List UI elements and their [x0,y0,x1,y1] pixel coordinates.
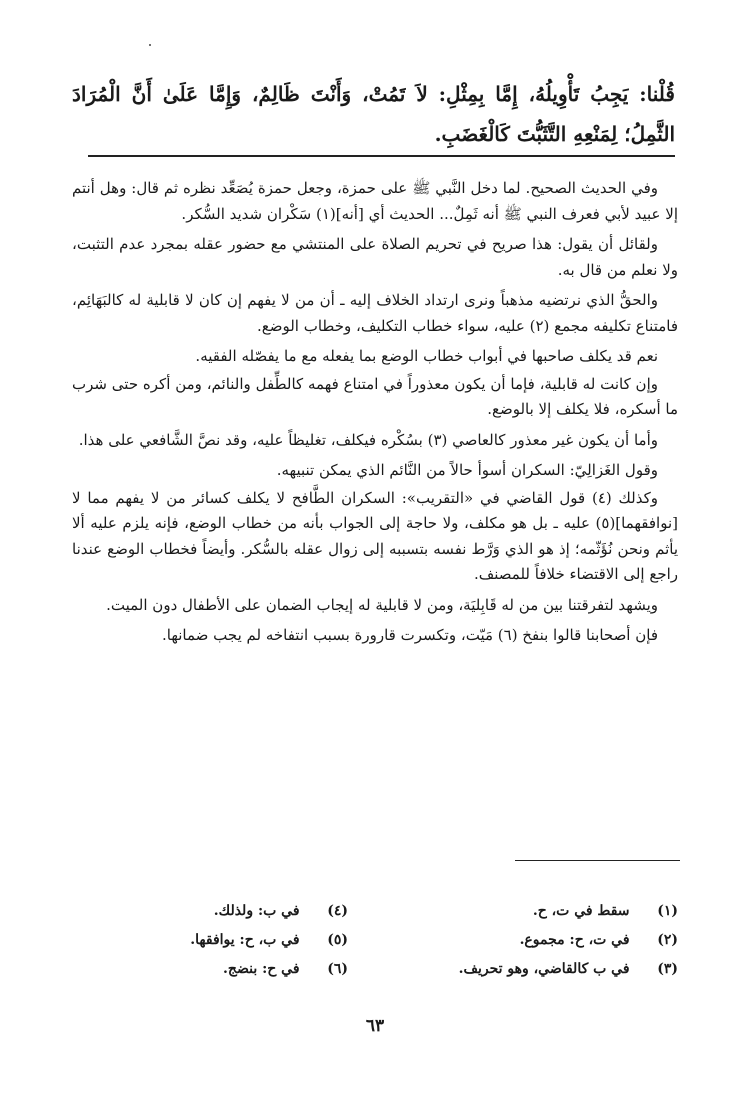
paragraph-8: وكذلك (٤) قول القاضي في «التقريب»: السكران الطَّافح لا يكلف كسائر من لا يفهم مما لا [نوافقهما](٥) عليه ـ بل هو مكلف، ولا حاجة إلى الجواب بأنه من خطاب الوضع، فإنه يلزم عليه ألا يأثم ونحن نُؤَثّمه؛ إذ هو الذي وَرَّط نفسه بتسببه إلى زوال عقله بالسُّكر. وأيضاً فخطاب الوضع عندنا راجع إلى الاقتضاء خلافاً للمصنف. [72,488,678,583]
paragraph-1: وفي الحديث الصحيح. لما دخل النَّبي ﷺ على حمزة، وجعل حمزة يُصَعِّد نظره ثم قال: وهل أنتم إلا عبيد لأبي فعرف النبي ﷺ أنه ثَمِلٌ... الحديث أي [أنه](١) سَكْران شديد السُّكر. [72,179,678,223]
paragraph-7: وقول الغَزالِيّ: السكران أسوأ حالاً من النَّائم الذي يمكن تنبيهه. [276,461,658,479]
scan-speck [149,44,151,46]
footnote-rule [515,860,680,861]
paragraph-10: فإن أصحابنا قالوا بنفخ (٦) مَيّت، وتكسرت قارورة بسبب انتفاخه لم يجب ضمانها. [161,626,658,644]
footnote-number: (٣) [657,961,678,977]
paragraph-4: نعم قد يكلف صاحبها في أبواب خطاب الوضع بما يفعله مع ما يفصّله الفقيه. [195,347,658,365]
footnote-4 [88,897,348,926]
footnote-5 [88,926,348,955]
footnote-number: (١) [657,903,678,919]
paragraph-6: وأما أن يكون غير معذور كالعاصي (٣) بسُكْره فيكلف، تغليظاً عليه، وقد نصَّ الشَّافعي على هذا. [78,430,658,449]
footnote-text: في ب كالقاضي، وهو تحريف. [458,961,630,977]
footnote-number: (٥) [327,932,348,948]
paragraph-9: ويشهد لتفرقتنا بين من له قَابِليَة، ومن لا قابلية له إيجاب الضمان على الأطفال دون الميت. [106,595,658,614]
footnote-number: (٢) [657,932,678,948]
footnote-number: (٤) [327,903,348,919]
footnote-1 [418,897,678,926]
footnote-text: في ح: بنضج. [223,961,300,977]
quoted-matn-text: قُلْنا: يَجِبُ تَأْوِيلُهُ، إِمَّا بِمِثْلِ: لاَ تَمُتْ، وَأَنْتَ ظَالِمٌ، وَإِمَّا عَلَىٰ أَنَّ الْمُرَادَ الثَّمِلُ؛ لِمَنْعِهِ التَّثَبُّتَ كَالْغَضَبِ. [72,82,675,146]
paragraph-3: والحقُّ الذي نرتضيه مذهباً ونرى ارتداد الخلاف إليه ـ أن من لا يفهم إن كان لا قابلية له كالبَهَائِم، فامتناع تكليفه مجمع (٢) عليه، سواء خطاب التكليف، وخطاب الوضع. [72,291,678,335]
footnote-3 [418,955,678,984]
footnote-text: في ب: ولذلك. [213,903,300,919]
footnote-text: في ب، ح: يوافقها. [190,932,300,948]
footnote-2 [418,926,678,955]
footnote-6 [88,955,348,984]
footnotes-left-column [88,897,348,984]
footnote-text: في ت، ح: مجموع. [519,932,630,948]
footnote-number: (٦) [327,961,348,977]
page-number: ٦٣ [365,1016,385,1036]
paragraph-5: وإن كانت له قابلية، فإما أن يكون معذوراً في امتناع فهمه كالطِّفل والنائم، ومن أكره حتى شرب ما أسكره، فلا يكلف إلا بالوضع. [72,374,678,418]
footnotes-right-column [418,897,678,984]
commentary-body [72,176,678,654]
footnote-text: سقط في ت، ح. [532,903,630,919]
paragraph-2: ولقائل أن يقول: هذا صريح في تحريم الصلاة على المنتشي مع حضور عقله بمجرد عدم التثبت، ولا نعلم من قال به. [72,235,678,279]
separator-rule [88,155,675,157]
